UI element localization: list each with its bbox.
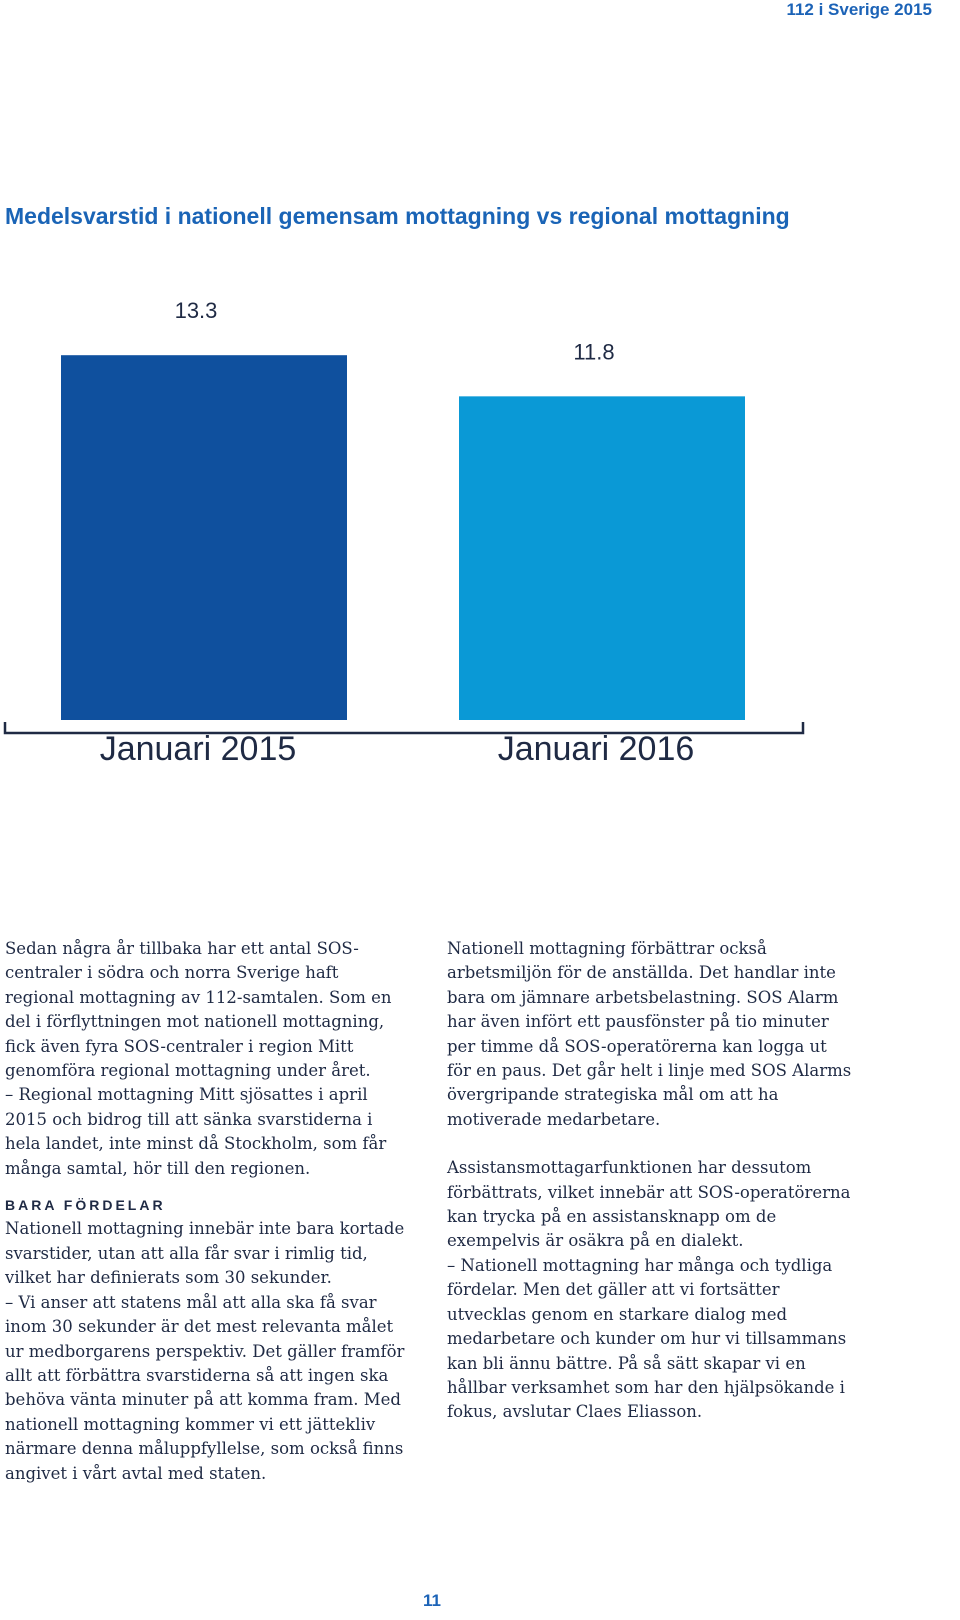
bars-layer	[61, 355, 745, 720]
value-label: 13.3	[174, 298, 218, 324]
left-column	[5, 937, 410, 1486]
bar-chart	[0, 280, 820, 780]
paragraph: – Nationell mottagning har många och tydliga fördelar. Men det gäller att vi fortsätter utvecklas genom en starkare dialog med medarbetare och kunder om hur vi tillsammans kan bli ännu bättre. På så sätt skapar vi en hållbar verksamhet som har den hjälpsökande i fokus, avslutar Claes Eliasson.	[447, 1255, 847, 1422]
paragraph: – Vi anser att statens mål att alla ska få svar inom 30 sekunder är det mest relevanta målet ur medborgarens perspektiv. Det gäller framför allt att förbättra svarstiderna så att ingen ska behöva vänta minuter på att komma fram. Med nationell mottagning kommer vi ett jättekliv närmare denna måluppfyllelse, som också finns angivet i vårt avtal med staten.	[5, 1292, 405, 1483]
page-number: 11	[423, 1591, 441, 1610]
value-label: 11.8	[573, 339, 615, 365]
chart-title: Medelsvarstid i nationell gemensam mottagning vs regional mottagning	[5, 203, 790, 229]
category-label: Januari 2015	[99, 730, 297, 768]
running-header: 112 i Sverige 2015	[786, 0, 932, 19]
paragraph: Nationell mottagning förbättrar också arbetsmiljön för de anställda. Det handlar inte bara om jämnare arbetsbelastning. SOS Alarm har även infört ett pausfönster på tio minuter per timme då SOS-operatörerna kan logga ut för en paus. Det går helt i linje med SOS Alarms övergripande strategiska mål om att ha motiverade medarbetare.	[447, 939, 852, 1129]
bar-1	[61, 355, 347, 720]
paragraph: Assistansmottagarfunktionen har dessutom förbättrats, vilket innebär att SOS-operatörerna kan trycka på en assistansknapp om de exempelvis är osäkra på en dialekt.	[447, 1158, 851, 1251]
paragraph: Sedan några år tillbaka har ett antal SOS-centraler i södra och norra Sverige haft regional mottagning av 112-samtalen. Som en del i förflyttningen mot nationell mottagning, fick även fyra SOS-centraler i region Mitt genomföra regional mottagning under året.	[5, 939, 392, 1081]
right-column	[447, 937, 852, 1425]
paragraph: Nationell mottagning innebär inte bara kortade svarstider, utan att alla får svar i rimlig tid, vilket har definierats som 30 sekunder.	[5, 1219, 405, 1288]
section-subheading: BARA FÖRDELAR	[5, 1197, 166, 1214]
bar-2	[459, 396, 745, 720]
paragraph: – Regional mottagning Mitt sjösattes i april 2015 och bidrog till att sänka svarstiderna i hela landet, inte minst då Stockholm, som får många samtal, hör till den regionen.	[5, 1085, 387, 1178]
category-label: Januari 2016	[497, 730, 695, 768]
